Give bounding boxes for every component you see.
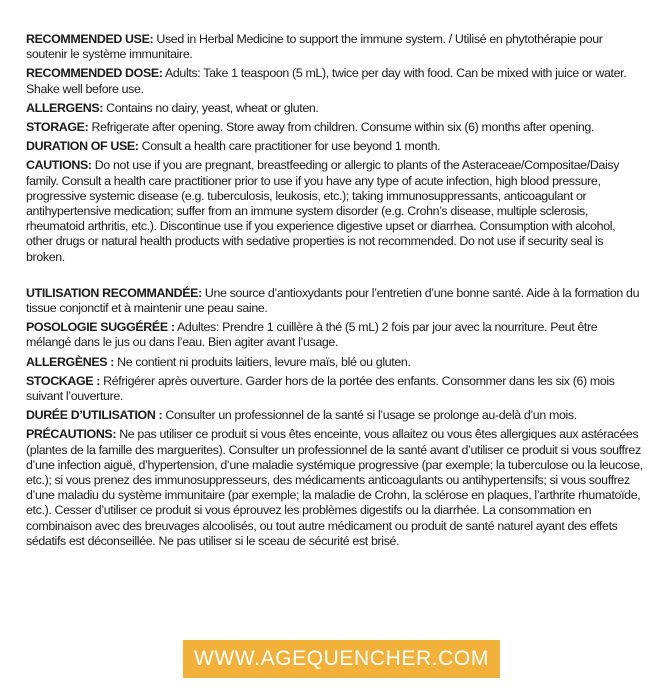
duree-utilisation xyxy=(26,408,644,423)
section-label: ALLERGÈNES : xyxy=(26,354,115,369)
section-label: STORAGE: xyxy=(26,120,89,135)
section-label: STOCKAGE : xyxy=(26,373,101,388)
utilisation-recommandee xyxy=(26,286,644,316)
section-text: Used in Herbal Medicine to support the immune system. / Utilisé en phytothérapie pour soutenir le système immunitaire. xyxy=(26,32,603,62)
duration-of-use xyxy=(26,139,644,154)
section-text: Ne contient ni produits laitiers, levure maïs, blé ou gluten. xyxy=(114,354,411,369)
section-text: Réfrigérer après ouverture. Garder hors de la portée des enfants. Consommer dans les six (6) mois suivant l’ouverture. xyxy=(26,373,615,404)
allergenes xyxy=(26,355,644,370)
stockage xyxy=(26,374,644,404)
section-text: Contains no dairy, yeast, wheat or gluten. xyxy=(103,100,319,115)
section-text: Adultes: Prendre 1 cuillère à thé (5 mL) 2 fois par jour avec la nourriture. Peut être mélangé dans le jus ou dans l’eau. Bien agiter avant l’usage. xyxy=(26,320,598,350)
storage xyxy=(26,120,644,135)
english-section xyxy=(26,32,644,265)
section-text: Une source d’antioxydants pour l’entretien d’une bonne santé. Aide à la formation du tissue conjonctif et à maintenir une peau saine. xyxy=(26,285,640,316)
website-banner xyxy=(183,640,500,678)
section-text: Refrigerate after opening. Store away from children. Consume within six (6) months after opening. xyxy=(88,120,595,135)
section-label: DURÉE D’UTILISATION : xyxy=(26,408,163,423)
section-label: POSOLOGIE SUGGÉRÉE : xyxy=(26,320,175,335)
recommended-use xyxy=(26,32,644,62)
section-label: ALLERGENS: xyxy=(26,100,104,115)
cautions xyxy=(26,158,644,264)
section-label: CAUTIONS: xyxy=(26,158,92,173)
section-text: Ne pas utiliser ce produit si vous êtes enceinte, vous allaitez ou vous êtes allergiques aux astéracées (plantes de la famille des marguerites). Consulter un professionnel de la santé avant d’utiliser ce produit si vous souffrez d’une infection aiguë, d’hypertension, d’une maladie systémique progressive (par exemple; la tuberculose ou la leucose, etc.); si vous prenez des immunosuppresseurs, des médicaments anticoagulants ou antihypertensifs; si vous souffrez d’une maladiu du système immunitaire (par exemple; la maladie de Crohn, la sclérose en plaques, l’arthrite rhumatoïde, etc.). Cesser d’utiliser ce produit si vous éprouvez les problèmes digestifs ou la diarrhée. La consommation en combinaison avec des breuvages alcoolisés, ou tout autre médicament ou produit de santé naturel ayant des effets sédatifs est déconseillée. Ne pas utiliser si le sceau de sécurité est brisé. xyxy=(26,427,643,548)
website-url: WWW.AGEQUENCHER.COM xyxy=(194,647,489,670)
section-label: PRÉCAUTIONS: xyxy=(26,427,117,442)
precautions xyxy=(26,427,644,549)
section-label: RECOMMENDED DOSE: xyxy=(26,66,163,81)
section-text: Consulter un professionnel de la santé si l’usage se prolonge au-delà d’un mois. xyxy=(162,408,577,423)
product-label-text xyxy=(26,32,644,549)
section-text: Adults: Take 1 teaspoon (5 mL), twice per day with food. Can be mixed with juice or water. Shake well before use. xyxy=(26,66,627,96)
section-label: UTILISATION RECOMMANDÉE: xyxy=(26,285,202,300)
recommended-dose xyxy=(26,66,644,96)
allergens xyxy=(26,101,644,116)
section-text: Consult a health care practitioner for use beyond 1 month. xyxy=(138,139,441,154)
section-label: DURATION OF USE: xyxy=(26,139,139,154)
posologie-suggeree xyxy=(26,320,644,350)
french-section xyxy=(26,286,644,549)
section-label: RECOMMENDED USE: xyxy=(26,32,154,46)
section-text: Do not use if you are pregnant, breastfeeding or allergic to plants of the Asteraceae/Compositae/Daisy family. Consult a health care practitioner prior to use if you have any type of acute infection, high blood pressure, progressive systemic disease (e.g. tuberculosis, leukosis, etc.); taking immunosuppressants, anticoagulant or antihypertensive medication; suffer from an immune system disorder (e.g. Crohn’s disease, multiple sclerosis, rheumatoid arthritis, etc.). Discontinue use if you experience digestive upset or diarrhea. Consumption with alcohol, other drugs or natural health products with sedative properties is not recommended. Do not use if security seal is broken. xyxy=(26,158,620,264)
